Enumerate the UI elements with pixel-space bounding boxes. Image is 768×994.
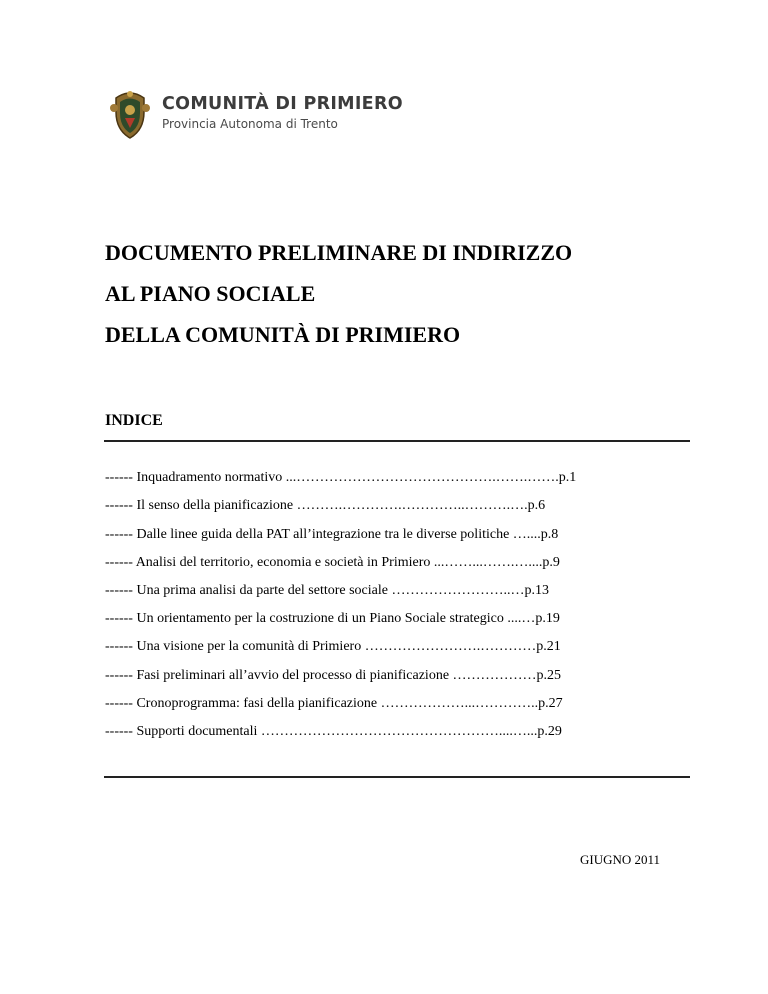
- toc-entry: ------ Fasi preliminari all’avvio del processo di pianificazione ………………p.25: [105, 668, 562, 683]
- document-date: GIUGNO 2011: [580, 852, 661, 867]
- toc-entry: ------ Cronoprogramma: fasi della pianificazione ………………...…………..p.27: [105, 696, 563, 711]
- index-top-divider: [104, 440, 690, 442]
- coat-of-arms-icon: [108, 90, 152, 140]
- index-bottom-divider: [104, 776, 690, 778]
- toc-entry: ------ Il senso della pianificazione ……….………….…………..……….….p.6: [105, 498, 546, 513]
- title-line-1: DOCUMENTO PRELIMINARE DI INDIRIZZO: [105, 240, 573, 265]
- toc-entry: ------ Una prima analisi da parte del settore sociale ……………………..…p.13: [105, 583, 549, 598]
- document-title: [105, 232, 572, 355]
- toc-entry: ------ Una visione per la comunità di Primiero …………………….…………p.21: [105, 639, 561, 654]
- table-of-contents: [105, 470, 705, 752]
- organization-logo: [108, 90, 438, 140]
- title-line-2: AL PIANO SOCIALE: [105, 281, 316, 306]
- toc-entry: ------ Inquadramento normativo ...…………………………………….…….…….p.1: [105, 470, 577, 485]
- toc-entry: ------ Analisi del territorio, economia e società in Primiero ...……...…….…....p.9: [105, 555, 560, 570]
- organization-subtitle: Provincia Autonoma di Trento: [162, 117, 338, 131]
- organization-name: COMUNITÀ DI PRIMIERO: [162, 94, 403, 114]
- toc-entry: ------ Dalle linee guida della PAT all’integrazione tra le diverse politiche …....p.8: [105, 527, 559, 542]
- toc-entry: ------ Supporti documentali ……………………………………………....…...p.29: [105, 724, 562, 739]
- title-line-3: DELLA COMUNITÀ DI PRIMIERO: [105, 322, 461, 347]
- index-heading: INDICE: [105, 412, 163, 429]
- toc-entry: ------ Un orientamento per la costruzione di un Piano Sociale strategico ....…p.19: [105, 611, 560, 626]
